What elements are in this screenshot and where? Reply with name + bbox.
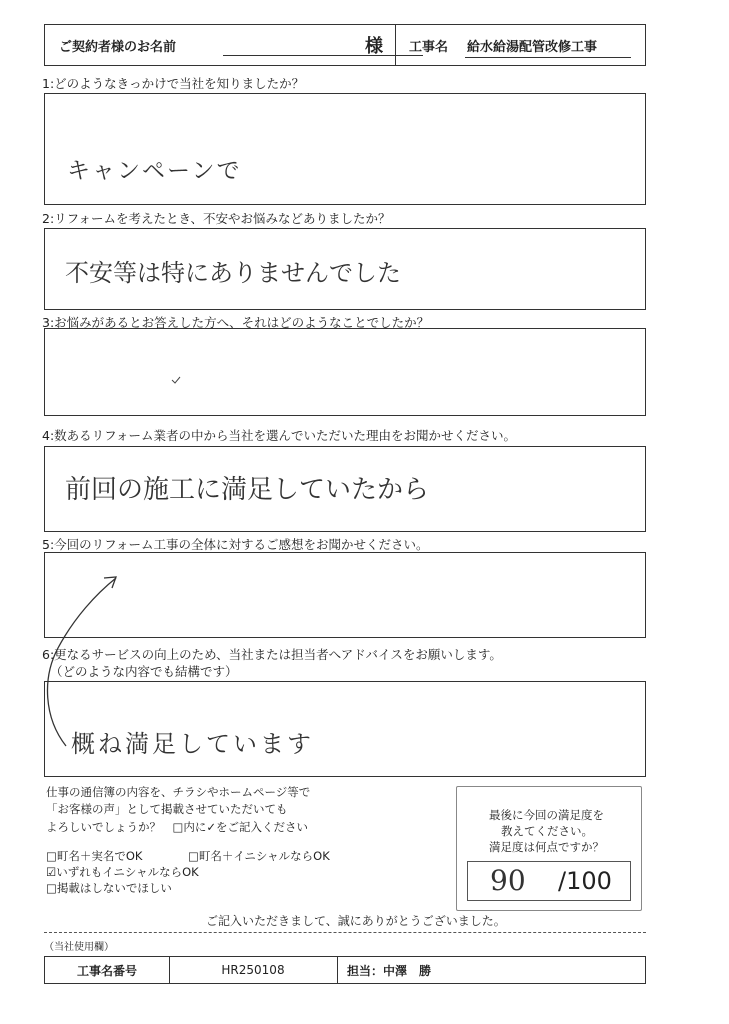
question-4-answer-box — [44, 446, 646, 532]
office-divider-2 — [337, 957, 338, 983]
header-divider — [395, 25, 396, 65]
consent-option-no-publish[interactable]: □掲載はしないでほしい — [46, 881, 172, 895]
satisfaction-score-box — [467, 861, 631, 901]
separator-line — [44, 932, 646, 933]
customer-name-label: ご契約者様のお名前 — [59, 40, 177, 55]
header-box — [44, 24, 646, 66]
question-6-answer: 概ね満足しています — [71, 730, 314, 758]
question-5-label: 5:今回のリフォーム工事の全体に対するご感想をお聞かせください。 — [42, 537, 429, 552]
question-6-sublabel: （どのような内容でも結構です） — [50, 664, 238, 679]
consent-line-1: 仕事の通信簿の内容を、チラシやホームページ等で — [46, 785, 311, 799]
satisfaction-box — [456, 786, 642, 911]
consent-line-3: よろしいでしょうか？ □内に✓をご記入ください — [46, 820, 308, 834]
office-use-box — [44, 956, 646, 984]
satisfaction-line-1: 最後に今回の満足度を — [489, 808, 604, 822]
work-name-label: 工事名 — [409, 40, 449, 55]
question-6-label: 6:更なるサービスの向上のため、当社または担当者へアドバイスをお願いします。 — [42, 647, 502, 662]
office-staff-cell — [347, 957, 637, 983]
work-name-value: 給水給湯配管改修工事 — [467, 40, 598, 55]
question-1-answer-box — [44, 93, 646, 205]
question-4-label: 4:数あるリフォーム業者の中から当社を選んでいただいた理由をお聞かせください。 — [42, 428, 517, 443]
consent-option-initials-only[interactable]: ☑いずれもイニシャルならOK — [46, 865, 199, 879]
question-2-answer: 不安等は特にありませんでした — [65, 259, 401, 287]
office-number-value: HR250108 — [221, 963, 285, 977]
office-number-label-cell — [45, 957, 169, 983]
consent-option-realname[interactable]: □町名＋実名でOK — [46, 849, 143, 863]
honorific: 様 — [365, 36, 383, 57]
consent-option-town-initials[interactable]: □町名＋イニシャルならOK — [188, 849, 330, 863]
satisfaction-line-3: 満足度は何点ですか？ — [489, 840, 604, 854]
satisfaction-score: 90 — [490, 864, 526, 897]
work-name-underline — [465, 57, 631, 58]
office-staff: 担当：中澤 勝 — [347, 963, 432, 978]
stray-checkmark-icon — [171, 375, 181, 385]
question-1-label: 1:どのようなきっかけで当社を知りましたか？ — [42, 76, 305, 91]
question-5-answer-box — [44, 552, 646, 638]
satisfaction-max: /100 — [558, 867, 612, 895]
question-6-answer-box — [44, 681, 646, 777]
handwritten-arrow-icon — [36, 568, 126, 748]
question-2-answer-box — [44, 228, 646, 310]
office-number-label: 工事名番号 — [76, 963, 137, 978]
question-1-answer: キャンペーンで — [67, 158, 242, 184]
customer-name-underline — [223, 55, 423, 56]
thanks-message: ご記入いただきまして、誠にありがとうございました。 — [206, 914, 506, 928]
question-2-label: 2:リフォームを考えたとき、不安やお悩みなどありましたか？ — [42, 211, 391, 226]
question-3-label: 3:お悩みがあるとお答えした方へ、それはどのようなことでしたか？ — [42, 315, 430, 330]
question-3-answer-box — [44, 328, 646, 416]
question-4-answer: 前回の施工に満足していたから — [65, 475, 430, 505]
office-use-label: （当社使用欄） — [44, 942, 114, 953]
office-number-value-cell — [169, 957, 337, 983]
consent-line-2: 「お客様の声」として掲載させていただいても — [46, 802, 288, 816]
satisfaction-line-2: 教えてください。 — [501, 824, 593, 838]
